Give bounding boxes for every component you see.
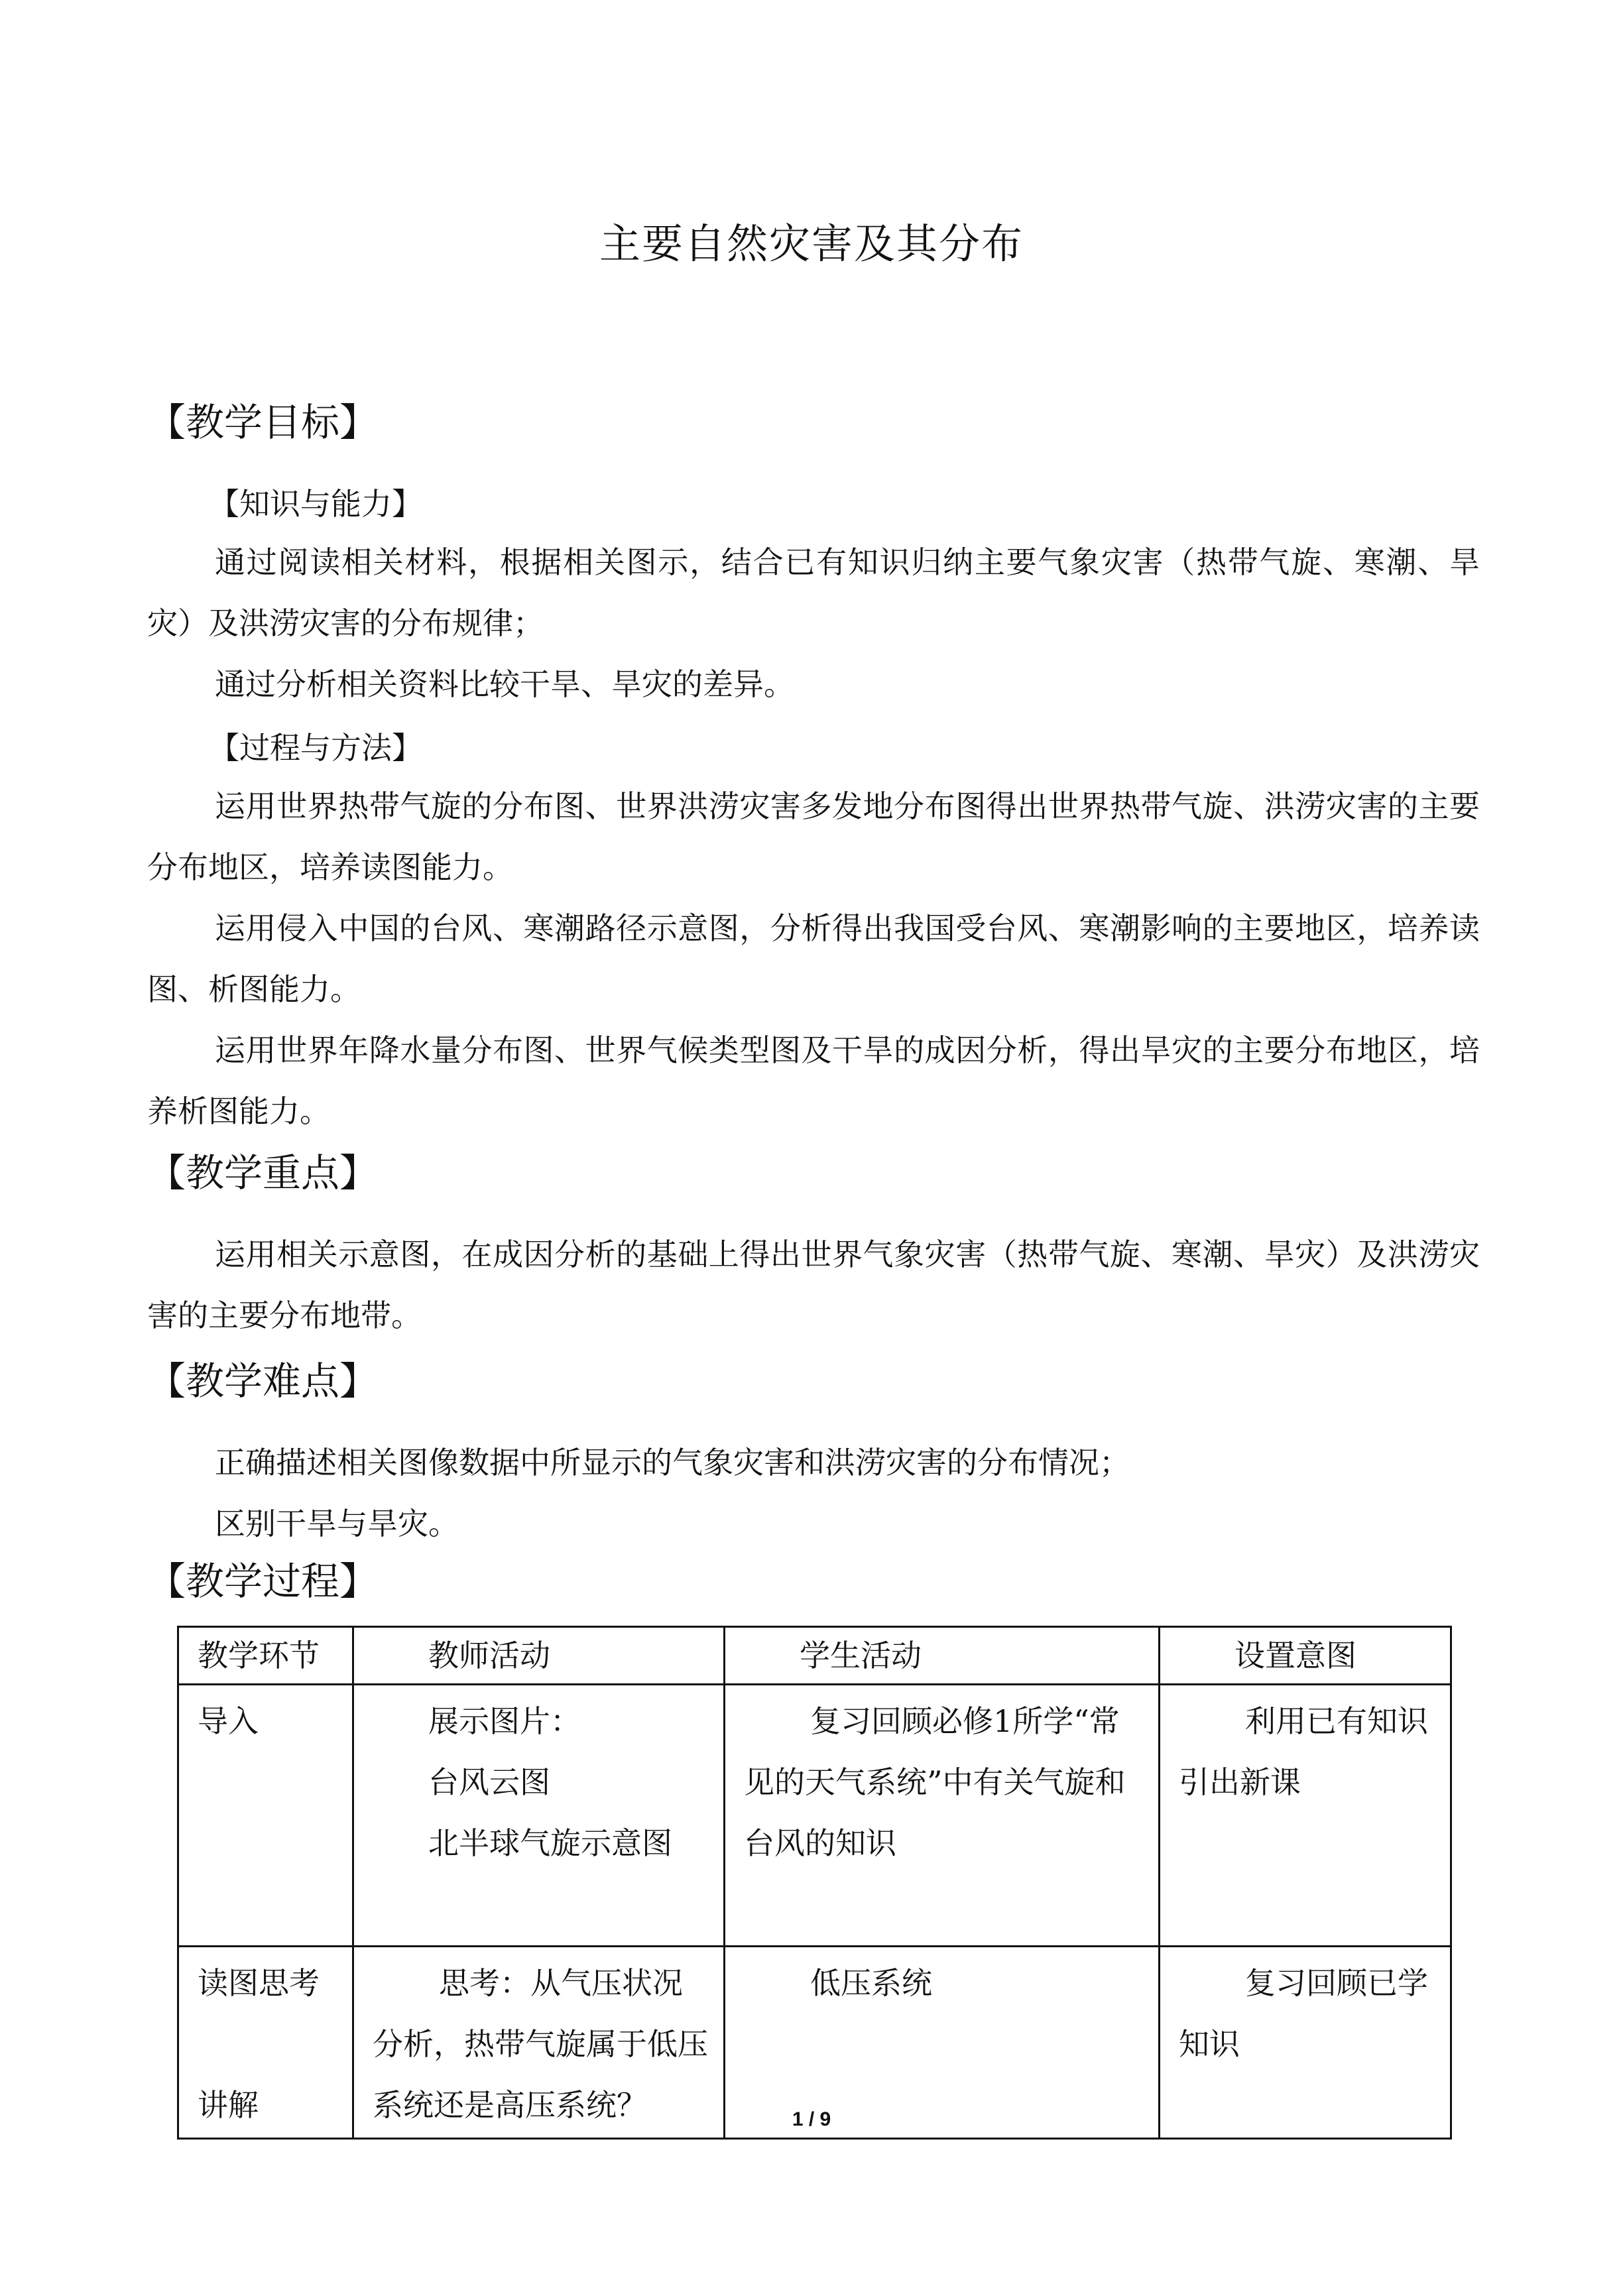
table-cell-intent: 复习回顾已学知识 [1160, 1947, 1451, 2139]
teacher-line: 北半球气旋示意图 [428, 1825, 672, 1861]
subheading-process: 【过程与方法】 [209, 730, 422, 766]
paragraph-process-1: 运用世界热带气旋的分布图、世界洪涝灾害多发地分布图得出世界热带气旋、洪涝灾害的主要分布地区，培养读图能力。 [147, 788, 1480, 885]
section-heading-key-points: 【教学重点】 [147, 1150, 379, 1195]
page-title: 主要自然灾害及其分布 [599, 219, 1024, 268]
table-row [178, 1685, 1451, 1947]
table-cell-intent: 利用已有知识引出新课 [1160, 1685, 1451, 1947]
table-cell-student: 低压系统 [725, 1947, 1160, 2139]
table-header-cell: 学生活动 [725, 1627, 1160, 1685]
table-cell-stage: 导入 [178, 1685, 353, 1947]
section-heading-difficulties: 【教学难点】 [147, 1359, 379, 1404]
section-heading-process: 【教学过程】 [147, 1559, 379, 1604]
paragraph-process-2: 运用侵入中国的台风、寒潮路径示意图，分析得出我国受台风、寒潮影响的主要地区，培养读图、析图能力。 [147, 910, 1480, 1007]
stage-line: 讲解 [198, 2087, 259, 2123]
page-number: 1 / 9 [792, 2108, 831, 2130]
subheading-knowledge: 【知识与能力】 [209, 486, 422, 522]
teacher-line: 展示图片： [428, 1703, 581, 1739]
paragraph-key-points: 运用相关示意图，在成因分析的基础上得出世界气象灾害（热带气旋、寒潮、旱灾）及洪涝灾害的主要分布地带。 [147, 1237, 1480, 1333]
table-cell-student: 复习回顾必修1所学“常见的天气系统”中有关气旋和台风的知识 [725, 1685, 1160, 1947]
paragraph-process-3: 运用世界年降水量分布图、世界气候类型图及干旱的成因分析，得出旱灾的主要分布地区，培养析图能力。 [147, 1032, 1480, 1129]
teaching-process-table [177, 1626, 1452, 2140]
table-header-cell: 教学环节 [178, 1627, 353, 1685]
table-header-cell: 教师活动 [353, 1627, 725, 1685]
table-header-cell: 设置意图 [1160, 1627, 1451, 1685]
table-cell-teacher [353, 1685, 725, 1947]
line-gap [198, 2014, 340, 2075]
paragraph-knowledge-2: 通过分析相关资料比较干旱、旱灾的差异。 [215, 666, 794, 702]
section-heading-objectives: 【教学目标】 [147, 400, 379, 445]
paragraph-difficulties-1: 正确描述相关图像数据中所显示的气象灾害和洪涝灾害的分布情况； [215, 1445, 1130, 1480]
teacher-line: 台风云图 [428, 1764, 550, 1800]
table-cell-teacher: 思考：从气压状况分析，热带气旋属于低压系统还是高压系统？ [353, 1947, 725, 2139]
paragraph-knowledge-1: 通过阅读相关材料，根据相关图示，结合已有知识归纳主要气象灾害（热带气旋、寒潮、旱灾）及洪涝灾害的分布规律； [147, 544, 1480, 641]
paragraph-difficulties-2: 区别干旱与旱灾。 [215, 1506, 459, 1541]
table-header-row [178, 1627, 1451, 1685]
stage-line: 读图思考 [198, 1965, 320, 2001]
